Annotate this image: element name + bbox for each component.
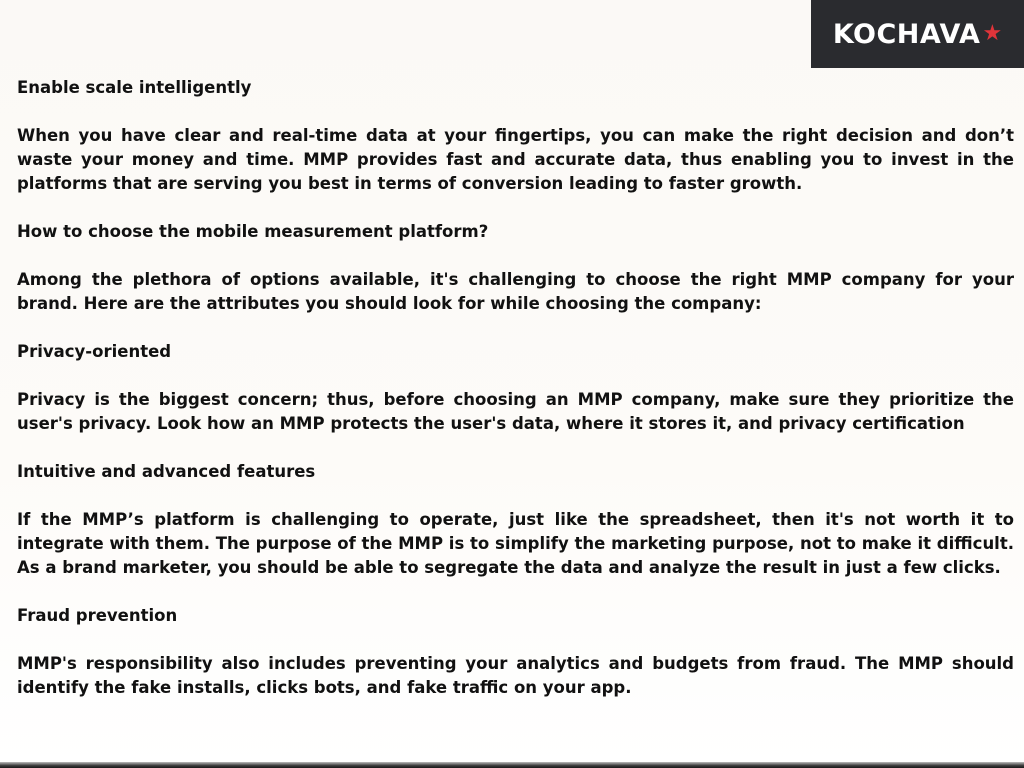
section-body-features: If the MMP’s platform is challenging to operate, just like the spreadsheet, then it's not worth it to integrate with them. The purpose of the MMP is to simplify the marketing purpose, not to make it difficult. As a brand marketer, you should be able to segregate the data and analyze the result in just a few clicks. — [17, 510, 1014, 577]
section-body-privacy: Privacy is the biggest concern; thus, before choosing an MMP company, make sure they prioritize the user's privacy. Look how an MMP protects the user's data, where it stores it, and privacy certification — [17, 390, 1014, 433]
bottom-divider — [0, 762, 1024, 768]
section-heading-scale: Enable scale intelligently — [17, 78, 252, 97]
logo-wordmark: KOCHAVA — [832, 18, 981, 50]
section-body-scale: When you have clear and real-time data at your fingertips, you can make the right decision and don’t waste your money and time. MMP provides fast and accurate data, thus enabling you to invest in the platforms that are serving you best in terms of conversion leading to faster growth. — [17, 126, 1014, 193]
section-body-fraud: MMP's responsibility also includes preventing your analytics and budgets from fraud. The MMP should identify the fake installs, clicks bots, and fake traffic on your app. — [17, 654, 1014, 697]
section-heading-fraud: Fraud prevention — [17, 606, 178, 625]
star-icon: ★ — [982, 20, 1003, 46]
kochava-logo — [811, 0, 1024, 68]
slide-content — [17, 76, 1014, 724]
section-body-choose-mmp: Among the plethora of options available, it's challenging to choose the right MMP company for your brand. Here are the attributes you should look for while choosing the company: — [17, 270, 1014, 313]
section-heading-choose-mmp: How to choose the mobile measurement platform? — [17, 222, 489, 241]
section-heading-privacy: Privacy-oriented — [17, 342, 172, 361]
section-heading-features: Intuitive and advanced features — [17, 462, 316, 481]
